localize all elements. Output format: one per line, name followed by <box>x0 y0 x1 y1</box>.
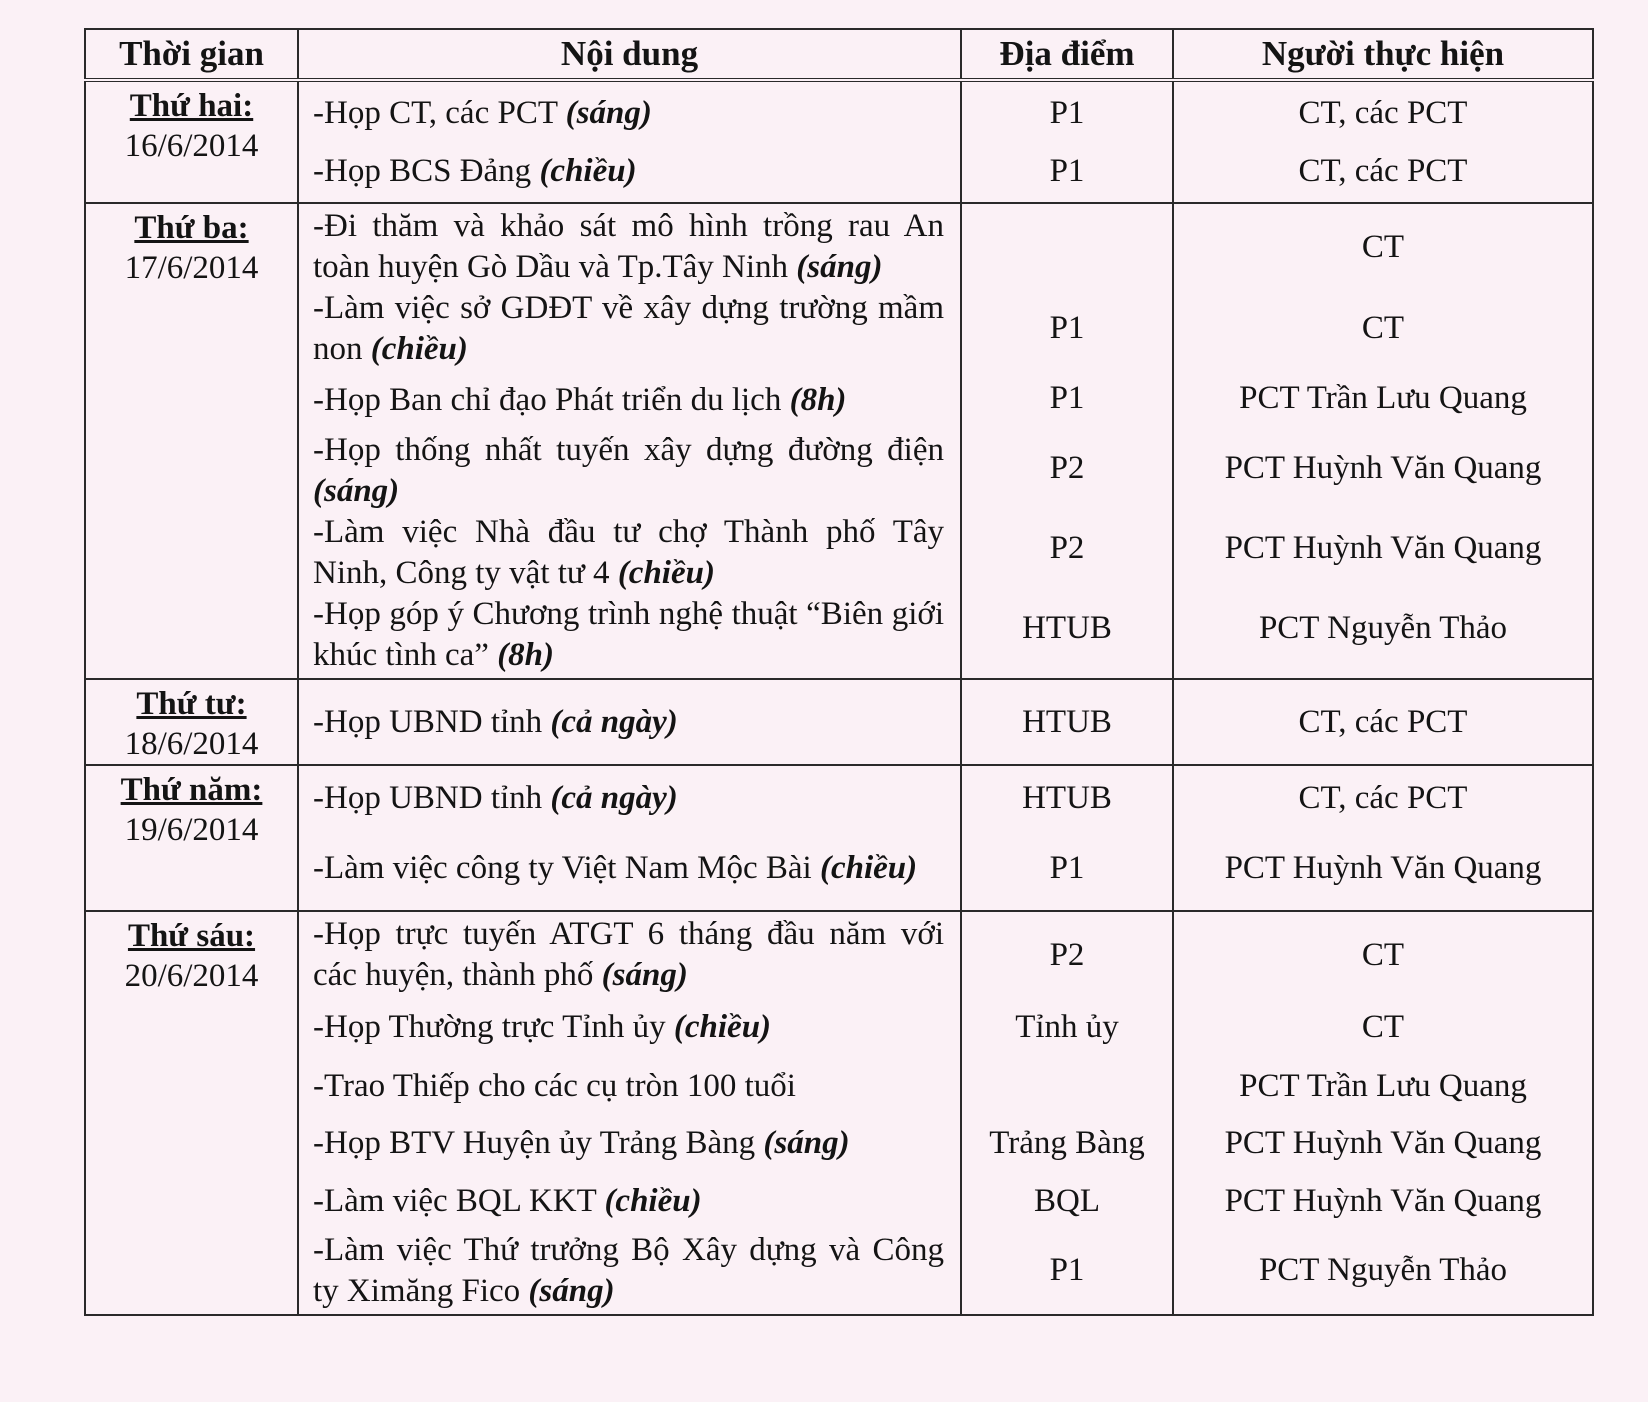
item-text: -Họp Thường trực Tỉnh ủy <box>313 1008 674 1045</box>
item-text: -Họp Ban chỉ đạo Phát triển du lịch <box>313 381 790 418</box>
item-text: -Họp BTV Huyện ủy Trảng Bàng <box>313 1124 764 1161</box>
item-time-note: (8h) <box>789 381 847 418</box>
item-person: PCT Huỳnh Văn Quang <box>1224 849 1542 886</box>
schedule-item <box>313 594 944 676</box>
item-place: P2 <box>1049 529 1085 566</box>
place-cell <box>961 80 1173 203</box>
day-name: Thứ tư: <box>136 686 247 722</box>
day-cell <box>85 911 298 1315</box>
item-time-note: (chiều) <box>370 331 468 367</box>
day-date: 20/6/2014 <box>124 958 259 994</box>
item-place: BQL <box>1034 1182 1100 1219</box>
day-row <box>85 80 1593 203</box>
item-place: P2 <box>1049 936 1085 973</box>
schedule-item <box>313 682 944 762</box>
schedule-item <box>313 1172 944 1230</box>
day-name: Thứ năm: <box>120 772 263 808</box>
item-time-note: (sáng) <box>601 957 688 993</box>
item-place: Trảng Bàng <box>989 1124 1145 1161</box>
day-cell <box>85 765 298 911</box>
item-time-note: (8h) <box>497 637 555 673</box>
item-text: -Họp UBND tỉnh <box>313 779 551 816</box>
item-place <box>966 1058 1168 1114</box>
item-person: PCT Nguyễn Thảo <box>1258 609 1508 646</box>
header-time: Thời gian <box>85 29 298 80</box>
schedule-item <box>313 142 944 200</box>
day-row <box>85 679 1593 765</box>
schedule-item <box>313 430 944 512</box>
schedule-item <box>313 1114 944 1172</box>
day-date: 19/6/2014 <box>124 812 259 848</box>
item-person: PCT Huỳnh Văn Quang <box>1224 449 1542 486</box>
schedule-item <box>313 1058 944 1114</box>
item-time-note: (chiều) <box>673 1008 772 1045</box>
header-row <box>85 29 1593 80</box>
item-person: PCT Trần Lưu Quang <box>1239 1067 1527 1104</box>
schedule-item <box>313 84 944 142</box>
header-place: Địa điểm <box>961 29 1173 80</box>
person-cell <box>1173 911 1593 1315</box>
item-time-note: (cả ngày) <box>550 779 678 816</box>
content-cell <box>298 679 961 765</box>
schedule-item <box>313 206 944 288</box>
content-cell <box>298 765 961 911</box>
item-time-note: (cả ngày) <box>550 703 678 740</box>
item-place: HTUB <box>1022 703 1112 740</box>
day-name: Thứ hai: <box>129 88 254 124</box>
item-person: CT <box>1361 936 1405 973</box>
item-person: CT <box>1361 228 1405 265</box>
item-time-note: (sáng) <box>528 1273 615 1309</box>
person-cell <box>1173 80 1593 203</box>
item-person: CT, các PCT <box>1298 779 1468 816</box>
item-text: -Trao Thiếp cho các cụ tròn 100 tuổi <box>313 1067 796 1104</box>
item-text: -Họp góp ý Chương trình nghệ thuật “Biên giới khúc tình ca” <box>313 596 944 673</box>
schedule-item <box>313 914 944 996</box>
item-time-note: (chiều) <box>539 152 637 189</box>
day-cell <box>85 679 298 765</box>
day-row <box>85 203 1593 679</box>
item-place: P1 <box>1049 1251 1085 1288</box>
schedule-body <box>85 80 1593 1315</box>
day-name: Thứ sáu: <box>127 918 256 954</box>
item-time-note: (chiều) <box>819 849 918 886</box>
item-person: PCT Huỳnh Văn Quang <box>1224 529 1542 566</box>
day-date: 17/6/2014 <box>124 250 259 286</box>
item-person: PCT Huỳnh Văn Quang <box>1224 1124 1542 1161</box>
item-person: CT <box>1361 309 1405 346</box>
schedule-item <box>313 996 944 1058</box>
schedule-item <box>313 1230 944 1312</box>
schedule-item <box>313 512 944 594</box>
day-date: 18/6/2014 <box>124 726 259 762</box>
item-text: -Họp BCS Đảng <box>313 152 540 189</box>
place-cell <box>961 203 1173 679</box>
header-person: Người thực hiện <box>1173 29 1593 80</box>
item-person: CT, các PCT <box>1298 152 1468 189</box>
weekly-schedule-table <box>84 28 1594 1316</box>
schedule-item <box>313 768 944 828</box>
person-cell <box>1173 203 1593 679</box>
item-place: P1 <box>1049 379 1085 416</box>
item-text: -Đi thăm và khảo sát mô hình trồng rau An toàn huyện Gò Dầu và Tp.Tây Ninh <box>313 208 944 285</box>
item-text: -Họp trực tuyến ATGT 6 tháng đầu năm với các huyện, thành phố <box>313 916 944 993</box>
schedule-item <box>313 288 944 370</box>
content-cell <box>298 911 961 1315</box>
item-text: -Làm việc sở GDĐT về xây dựng trường mầm non <box>313 290 944 367</box>
day-cell <box>85 80 298 203</box>
place-cell <box>961 679 1173 765</box>
item-time-note: (sáng) <box>565 94 652 131</box>
item-place: P1 <box>1049 152 1085 189</box>
item-text: -Làm việc công ty Việt Nam Mộc Bài <box>313 849 820 886</box>
item-text: -Làm việc Thứ trưởng Bộ Xây dựng và Công ty Ximăng Fico <box>313 1232 944 1309</box>
content-cell <box>298 203 961 679</box>
place-cell <box>961 911 1173 1315</box>
item-person: PCT Nguyễn Thảo <box>1258 1251 1508 1288</box>
content-cell <box>298 80 961 203</box>
item-person: CT, các PCT <box>1298 703 1468 740</box>
item-person: CT, các PCT <box>1298 94 1468 131</box>
schedule-sheet <box>84 28 1592 1316</box>
schedule-item <box>313 370 944 430</box>
header-content: Nội dung <box>298 29 961 80</box>
item-time-note: (sáng) <box>763 1124 850 1161</box>
item-place: Tỉnh ủy <box>1015 1008 1119 1045</box>
item-person: PCT Huỳnh Văn Quang <box>1224 1182 1542 1219</box>
item-text: -Họp thống nhất tuyến xây dựng đường điện <box>313 432 944 468</box>
item-text: -Làm việc BQL KKT <box>313 1182 605 1219</box>
item-text: -Làm việc Nhà đầu tư chợ Thành phố Tây Ninh, Công ty vật tư 4 <box>313 514 944 591</box>
day-row <box>85 911 1593 1315</box>
item-place: P1 <box>1049 849 1085 886</box>
item-time-note: (sáng) <box>796 249 883 285</box>
item-time-note: (chiều) <box>617 555 715 591</box>
day-cell <box>85 203 298 679</box>
item-time-note: (chiều) <box>604 1182 702 1219</box>
item-place: HTUB <box>1022 609 1112 646</box>
item-time-note: (sáng) <box>313 473 400 509</box>
person-cell <box>1173 679 1593 765</box>
day-row <box>85 765 1593 911</box>
schedule-item <box>313 828 944 908</box>
item-person: PCT Trần Lưu Quang <box>1239 379 1527 416</box>
item-place: P2 <box>1049 449 1085 486</box>
item-text: -Họp CT, các PCT <box>313 94 566 131</box>
day-name: Thứ ba: <box>134 210 249 246</box>
item-place: P1 <box>1049 94 1085 131</box>
item-place: P1 <box>1049 309 1085 346</box>
person-cell <box>1173 765 1593 911</box>
item-place: HTUB <box>1022 779 1112 816</box>
day-date: 16/6/2014 <box>124 128 259 164</box>
item-text: -Họp UBND tỉnh <box>313 703 551 740</box>
item-place <box>966 206 1168 288</box>
place-cell <box>961 765 1173 911</box>
item-person: CT <box>1361 1008 1405 1045</box>
